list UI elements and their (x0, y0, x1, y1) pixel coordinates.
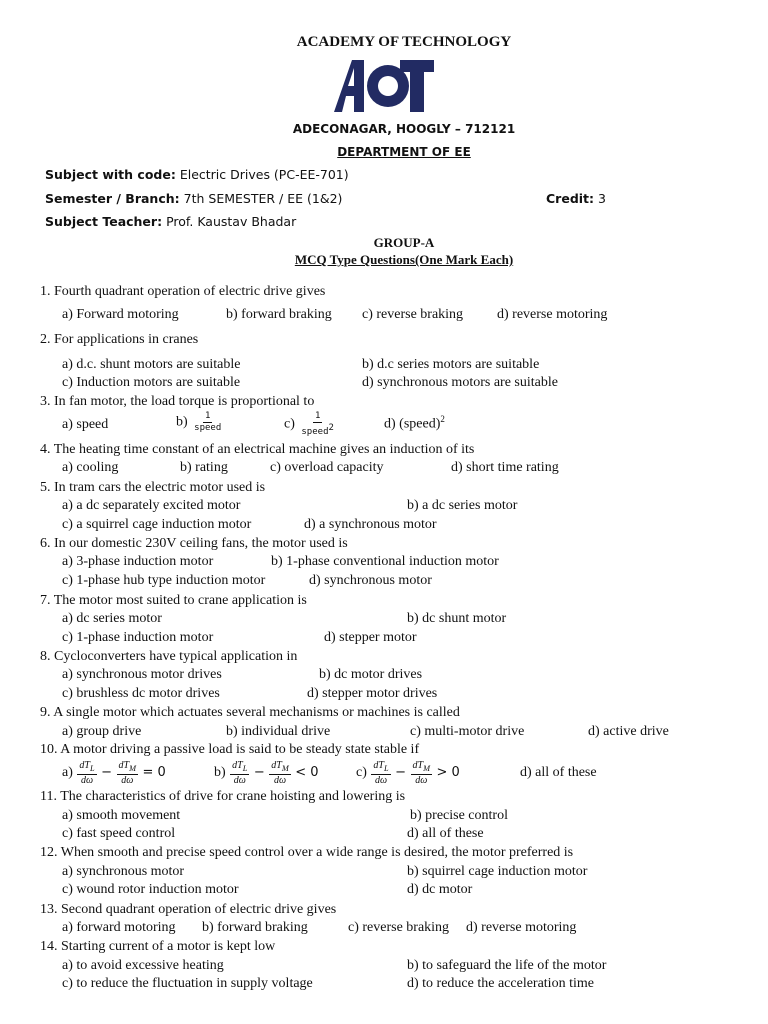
subject-line (45, 167, 349, 182)
q12-option-d: d) dc motor (407, 882, 473, 897)
q3-d-exponent: 2 (440, 414, 445, 424)
q3-option-c (284, 411, 337, 438)
q10-b-minus: − (253, 765, 265, 781)
q14-option-a: a) to avoid excessive heating (62, 958, 224, 973)
q10-b-label: b) (214, 765, 226, 781)
q8-option-a: a) synchronous motor drives (62, 667, 222, 682)
q10-option-c (356, 760, 460, 786)
q3-c-fraction: $\frac{1}{speed^2}$ (301, 411, 334, 437)
credit-label: Credit: (546, 191, 595, 206)
logo-graphic (330, 56, 436, 114)
q13-option-d: d) reverse motoring (466, 920, 577, 935)
q10-option-d: d) all of these (520, 765, 597, 780)
question-9: 9. A single motor which actuates several mechanisms or machines is called (40, 705, 460, 720)
q12-option-c: c) wound rotor induction motor (62, 882, 239, 897)
q10-c-op: > 0 (436, 765, 460, 781)
q4-option-d: d) short time rating (451, 460, 559, 475)
q14-option-b: b) to safeguard the life of the motor (407, 958, 607, 973)
q12-option-a: a) synchronous motor (62, 864, 185, 879)
q10-a-op: = 0 (142, 765, 166, 781)
teacher-label: Subject Teacher: (45, 214, 163, 229)
q9-option-c: c) multi-motor drive (410, 724, 525, 739)
q9-option-a: a) group drive (62, 724, 142, 739)
group-title: GROUP-A (373, 235, 435, 250)
q10-b-frac1: $\frac{dT_L}{d\omega}$ (232, 760, 248, 786)
question-6: 6. In our domestic 230V ceiling fans, the motor used is (40, 536, 348, 551)
question-8: 8. Cycloconverters have typical application in (40, 649, 298, 664)
q7-option-d: d) stepper motor (324, 630, 417, 645)
q5-option-d: d) a synchronous motor (304, 517, 437, 532)
q2-option-c: c) Induction motors are suitable (62, 375, 241, 390)
q4-option-c: c) overload capacity (270, 460, 384, 475)
q8-option-c: c) brushless dc motor drives (62, 686, 220, 701)
q10-c-minus: − (395, 765, 406, 781)
q2-option-d: d) synchronous motors are suitable (362, 375, 558, 390)
q3-option-a: a) speed (62, 417, 109, 432)
subject-label: Subject with code: (45, 167, 176, 182)
teacher-line (45, 214, 296, 229)
q14-option-c: c) to reduce the fluctuation in supply voltage (62, 976, 313, 991)
q11-option-b: b) precise control (410, 808, 508, 823)
semester-label: Semester / Branch: (45, 191, 180, 206)
q6-option-d: d) synchronous motor (309, 573, 432, 588)
q13-option-b: b) forward braking (202, 920, 308, 935)
q1-option-a: a) Forward motoring (62, 307, 179, 322)
q10-a-minus: − (101, 765, 112, 781)
q10-c-label: c) (356, 765, 367, 781)
q6-option-a: a) 3-phase induction motor (62, 554, 214, 569)
q5-option-b: b) a dc series motor (407, 498, 518, 513)
q1-option-c: c) reverse braking (362, 307, 464, 322)
q7-option-b: b) dc shunt motor (407, 611, 507, 626)
q4-option-b: b) rating (180, 460, 228, 475)
semester-line (45, 191, 342, 206)
group-subtitle: MCQ Type Questions(One Mark Each) (294, 252, 514, 267)
question-1: 1. Fourth quadrant operation of electric drive gives (40, 284, 326, 299)
q3-d-label: d) (speed) (384, 416, 441, 432)
q8-option-b: b) dc motor drives (319, 667, 423, 682)
q6-option-b: b) 1-phase conventional induction motor (271, 554, 499, 569)
q10-option-b (214, 760, 319, 786)
aot-logo (330, 56, 436, 114)
credit-value: 3 (598, 191, 606, 206)
q10-a-frac1: $\frac{dT_L}{d\omega}$ (79, 760, 95, 786)
address: ADECONAGAR, HOOGLY – 712121 (292, 122, 516, 136)
credit-line (546, 191, 606, 206)
q12-option-b: b) squirrel cage induction motor (407, 864, 588, 879)
q13-option-a: a) forward motoring (62, 920, 176, 935)
q7-option-c: c) 1-phase induction motor (62, 630, 214, 645)
teacher-value: Prof. Kaustav Bhadar (166, 214, 297, 229)
q10-c-frac2: $\frac{dT_M}{d\omega}$ (412, 760, 430, 786)
q3-b-fraction: $\frac{1}{\text{speed}}$ (194, 411, 222, 433)
q10-option-a (62, 760, 166, 786)
q2-option-b: b) d.c series motors are suitable (362, 357, 540, 372)
q9-option-d: d) active drive (588, 724, 669, 739)
question-4: 4. The heating time constant of an electrical machine gives an induction of its (40, 442, 475, 457)
question-2: 2. For applications in cranes (40, 332, 199, 347)
q5-option-c: c) a squirrel cage induction motor (62, 517, 252, 532)
q11-option-c: c) fast speed control (62, 826, 176, 841)
q14-option-d: d) to reduce the acceleration time (407, 976, 594, 991)
question-7: 7. The motor most suited to crane application is (40, 593, 307, 608)
question-10: 10. A motor driving a passive load is said to be steady state stable if (40, 742, 420, 757)
semester-value: 7th SEMESTER / EE (1&2) (183, 191, 343, 206)
q1-option-b: b) forward braking (226, 307, 332, 322)
subject-value: Electric Drives (PC-EE-701) (179, 167, 349, 182)
q5-option-a: a) a dc separately excited motor (62, 498, 241, 513)
q3-option-b (176, 411, 224, 434)
q4-option-a: a) cooling (62, 460, 119, 475)
q9-option-b: b) individual drive (226, 724, 331, 739)
q3-option-d (384, 414, 445, 433)
q11-option-d: d) all of these (407, 826, 484, 841)
q8-option-d: d) stepper motor drives (307, 686, 438, 701)
question-14: 14. Starting current of a motor is kept low (40, 939, 276, 954)
q2-option-a: a) d.c. shunt motors are suitable (62, 357, 241, 372)
q3-c-label: c) (284, 416, 295, 432)
q7-option-a: a) dc series motor (62, 611, 162, 626)
q10-c-frac1: $\frac{dT_L}{d\omega}$ (373, 760, 389, 786)
q10-a-frac2: $\frac{dT_M}{d\omega}$ (118, 760, 136, 786)
q3-b-label: b) (176, 414, 188, 430)
q1-option-d: d) reverse motoring (497, 307, 608, 322)
question-13: 13. Second quadrant operation of electric drive gives (40, 902, 337, 917)
question-5: 5. In tram cars the electric motor used is (40, 480, 266, 495)
q10-a-label: a) (62, 765, 73, 781)
q13-option-c: c) reverse braking (348, 920, 450, 935)
question-3: 3. In fan motor, the load torque is proportional to (40, 394, 315, 409)
q10-b-op: < 0 (295, 765, 319, 781)
question-12: 12. When smooth and precise speed control over a wide range is desired, the motor preferred is (40, 845, 574, 860)
q10-b-frac2: $\frac{dT_M}{d\omega}$ (271, 760, 289, 786)
q11-option-a: a) smooth movement (62, 808, 181, 823)
q6-option-c: c) 1-phase hub type induction motor (62, 573, 266, 588)
department: DEPARTMENT OF EE (337, 145, 471, 159)
question-11: 11. The characteristics of drive for crane hoisting and lowering is (40, 789, 406, 804)
institute-name: ACADEMY OF TECHNOLOGY (296, 34, 512, 50)
